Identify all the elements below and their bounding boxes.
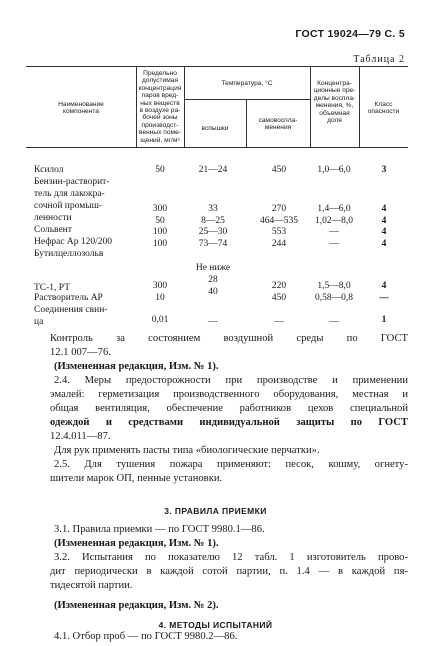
section-heading: 3. ПРАВИЛА ПРИЕМКИ	[164, 506, 267, 516]
standard-header: ГОСТ 19024—79 С. 5	[295, 28, 405, 40]
paragraph-3-2: 3.2. Испытания по показателю 12 табл. 1 изготовитель прово-	[54, 552, 408, 563]
table-row	[26, 262, 408, 274]
cell-explosive: 1,5—8,0	[317, 281, 351, 291]
cell-autoignition: —	[274, 317, 284, 327]
paragraph-2-4-line: Для рук применять пасты типа «биологические перчатки».	[54, 445, 320, 456]
cell-flash: 21—24	[198, 165, 228, 175]
cell-name: сочной промыш-	[34, 201, 103, 211]
paragraph-2-4-line: эмалей: герметизация производственного оборудования, местная и	[50, 389, 408, 400]
control-paragraph-end: 12.1 007—76.	[50, 347, 111, 358]
table-row	[26, 238, 408, 259]
table-caption: Таблица 2	[353, 54, 405, 65]
cell-autoignition: 450	[271, 293, 287, 303]
cell-autoignition: 464—535	[260, 216, 298, 226]
cell-flash: —	[208, 317, 218, 327]
cell-explosive: 1,02—8,0	[315, 216, 353, 226]
control-paragraph: Контроль за состоянием воздушной среды по ГОСТ	[50, 333, 408, 344]
cell-hazard: 4	[381, 281, 387, 291]
cell-hazard: 4	[381, 204, 387, 214]
cell-name: Бензин-растворит-	[34, 177, 110, 187]
header-hazard-class: Класс опасности	[367, 101, 400, 116]
paragraph-2-4-line: одеждой и средствами индивидуальной защиты по ГОСТ	[50, 417, 408, 428]
table-row	[26, 304, 408, 316]
header-explosive-limits: Концентра- ционные пре- делы воспла- менения, %, объемная доля	[313, 80, 356, 125]
table-row	[26, 316, 408, 328]
cell-hazard: 3	[381, 165, 387, 175]
cell-explosive: —	[329, 317, 339, 327]
cell-explosive: 1,4—6,0	[317, 204, 351, 214]
cell-concentration: 50	[155, 216, 165, 226]
cell-name: Сольвент	[34, 225, 72, 235]
paragraph-4-1: 4.1. Отбор проб — по ГОСТ 9980.2—86.	[54, 631, 238, 642]
cell-hazard: 4	[381, 239, 387, 249]
cell-name: ленности	[34, 213, 72, 223]
cell-name: ца	[34, 317, 44, 327]
cell-concentration: 0,01	[151, 315, 169, 325]
cell-autoignition: 553	[271, 227, 287, 237]
table-row	[26, 176, 408, 188]
col-divider	[184, 67, 185, 147]
paragraph-2-5: 2.5. Для тушения пожара применяют: песок, кошму, огнету-	[54, 459, 408, 470]
cell-flash: 25—30	[198, 227, 228, 237]
amendment-note: (Измененная редакция, Изм. № 1).	[54, 538, 219, 549]
cell-concentration: 300	[152, 204, 168, 214]
amendment-note: (Измененная редакция, Изм. № 2).	[54, 600, 219, 611]
header-flash: вспышки	[201, 125, 229, 132]
cell-hazard: —	[379, 293, 389, 303]
section-heading: 4. МЕТОДЫ ИСПЫТАНИЙ	[158, 620, 273, 630]
cell-name: Растворитель АР	[34, 293, 103, 303]
cell-flash: 40	[208, 287, 218, 297]
cell-hazard: 1	[381, 315, 387, 325]
cell-autoignition: 244	[271, 239, 287, 249]
amendment-note: (Измененная редакция, Изм. № 1).	[54, 361, 219, 372]
paragraph-2-4: 2.4. Меры предосторожности при производстве и применении	[54, 375, 408, 386]
paragraph-3-2-line: тидесятой партии.	[50, 580, 133, 591]
table-header	[26, 66, 408, 148]
cell-name: тель для лакокра-	[34, 189, 105, 199]
cell-hazard: 4	[381, 227, 387, 237]
cell-name: Соединения свин-	[34, 305, 108, 315]
cell-name: Бутилцеллозольв	[34, 249, 104, 259]
cell-explosive: 0,58—0,8	[315, 293, 353, 303]
cell-autoignition: 450	[271, 165, 287, 175]
cell-concentration: 10	[155, 293, 165, 303]
cell-flash: 28	[208, 275, 218, 285]
cell-concentration: 300	[152, 281, 168, 291]
paragraph-3-1: 3.1. Правила приемки — по ГОСТ 9980.1—86.	[54, 524, 265, 535]
cell-name: ТС-1, РТ	[34, 283, 71, 293]
header-autoignition: самовоспла- менения	[258, 117, 298, 132]
paragraph-3-2-line: дит периодически в каждой сотой партии, п. 1.4 — в каждой пя-	[50, 566, 408, 577]
cell-explosive: 1,0—6,0	[317, 165, 351, 175]
table-row	[26, 164, 408, 176]
cell-name: Ксилол	[34, 165, 64, 175]
paragraph-2-4-line: 12.4.011—87.	[50, 431, 111, 442]
paragraph-2-4-line: общая вентиляция, обеспечение работников цехов специальной	[50, 403, 408, 414]
paragraph-2-5-line: шители марок ОП, пенные установки.	[50, 473, 223, 484]
temp-divider	[184, 99, 310, 100]
cell-name: Нефрас Ар 120/200	[34, 237, 113, 247]
cell-hazard: 4	[381, 216, 387, 226]
header-temperature: Температура, °С	[221, 80, 273, 87]
cell-autoignition: 270	[271, 204, 287, 214]
table-row	[26, 188, 408, 200]
cell-flash: 73—74	[198, 239, 228, 249]
cell-flash: 33	[208, 204, 218, 214]
cell-concentration: 50	[155, 165, 165, 175]
header-name: Наименование компонента	[58, 101, 104, 116]
cell-explosive: —	[329, 239, 339, 249]
cell-autoignition: 220	[271, 281, 287, 291]
cell-concentration: 100	[152, 239, 168, 249]
cell-concentration: 100	[152, 227, 168, 237]
cell-flash: 8—25	[201, 216, 225, 226]
cell-flash: Не ниже	[195, 263, 231, 273]
cell-explosive: —	[329, 227, 339, 237]
header-concentration: Предельно допустимая концентрация паров вред- ных веществ в воздухе ра- бочей зоны производст- венных поме- щений, мг/м³	[138, 70, 182, 144]
